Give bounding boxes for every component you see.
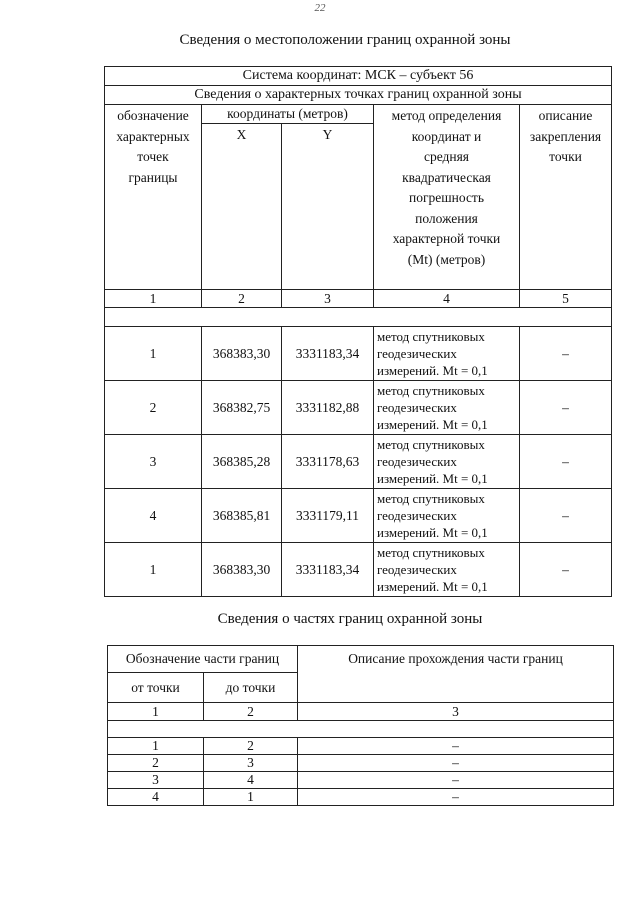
header-description: описание закрепления точки <box>520 105 612 290</box>
header-point-designation: обозначение характерных точек границы <box>105 105 202 290</box>
table-row <box>105 327 612 381</box>
desc-cell: – <box>298 755 614 772</box>
table-row <box>108 772 614 789</box>
desc-cell: – <box>520 381 612 435</box>
table-row <box>108 755 614 772</box>
header-to-point: до точки <box>204 673 298 703</box>
x-cell: 368383,30 <box>202 543 282 597</box>
from-cell: 3 <box>108 772 204 789</box>
table-row <box>105 435 612 489</box>
column-number: 1 <box>108 703 204 721</box>
point-cell: 1 <box>105 327 202 381</box>
desc-cell: – <box>520 327 612 381</box>
coord-system-cell: Система координат: МСК – субъект 56 <box>105 67 612 86</box>
table-row <box>108 738 614 755</box>
desc-cell: – <box>520 543 612 597</box>
table-subtitle-cell: Сведения о характерных точках границ охранной зоны <box>105 86 612 105</box>
point-cell: 2 <box>105 381 202 435</box>
from-cell: 2 <box>108 755 204 772</box>
to-cell: 2 <box>204 738 298 755</box>
header-from-point: от точки <box>108 673 204 703</box>
method-cell: метод спутниковых геодезических измерений. Mt = 0,1 <box>374 435 520 489</box>
method-cell: метод спутниковых геодезических измерений. Mt = 0,1 <box>374 543 520 597</box>
header-y: Y <box>282 124 374 290</box>
empty-row <box>108 721 614 738</box>
column-number: 3 <box>282 290 374 308</box>
y-cell: 3331182,88 <box>282 381 374 435</box>
header-part-designation: Обозначение части границ <box>108 646 298 673</box>
method-cell: метод спутниковых геодезических измерений. Mt = 0,1 <box>374 381 520 435</box>
desc-cell: – <box>298 738 614 755</box>
point-cell: 3 <box>105 435 202 489</box>
x-cell: 368385,28 <box>202 435 282 489</box>
column-number: 5 <box>520 290 612 308</box>
method-cell: метод спутниковых геодезических измерений. Mt = 0,1 <box>374 489 520 543</box>
y-cell: 3331183,34 <box>282 543 374 597</box>
column-number: 3 <box>298 703 614 721</box>
section-title-boundary-parts: Сведения о частях границ охранной зоны <box>217 611 483 627</box>
point-cell: 1 <box>105 543 202 597</box>
column-number: 4 <box>374 290 520 308</box>
table-row <box>105 489 612 543</box>
x-cell: 368385,81 <box>202 489 282 543</box>
page-number: 22 <box>314 2 326 14</box>
header-method: метод определения координат и средняя квадратическая погрешность положения характерной точки (Mt) (метров) <box>374 105 520 290</box>
column-number: 2 <box>204 703 298 721</box>
header-x: X <box>202 124 282 290</box>
boundary-parts-table <box>107 645 614 806</box>
x-cell: 368382,75 <box>202 381 282 435</box>
desc-cell: – <box>298 789 614 806</box>
to-cell: 4 <box>204 772 298 789</box>
table-row <box>105 381 612 435</box>
y-cell: 3331179,11 <box>282 489 374 543</box>
method-cell: метод спутниковых геодезических измерений. Mt = 0,1 <box>374 327 520 381</box>
header-coordinates: координаты (метров) <box>202 105 374 124</box>
to-cell: 3 <box>204 755 298 772</box>
desc-cell: – <box>520 489 612 543</box>
point-cell: 4 <box>105 489 202 543</box>
section-title-coordinates: Сведения о местоположении границ охранной зоны <box>179 32 511 48</box>
y-cell: 3331183,34 <box>282 327 374 381</box>
from-cell: 1 <box>108 738 204 755</box>
desc-cell: – <box>298 772 614 789</box>
column-number: 1 <box>105 290 202 308</box>
x-cell: 368383,30 <box>202 327 282 381</box>
table-row <box>108 789 614 806</box>
to-cell: 1 <box>204 789 298 806</box>
column-number: 2 <box>202 290 282 308</box>
characteristic-points-table <box>104 66 612 597</box>
empty-row <box>105 308 612 327</box>
y-cell: 3331178,63 <box>282 435 374 489</box>
from-cell: 4 <box>108 789 204 806</box>
table-row <box>105 543 612 597</box>
header-part-description: Описание прохождения части границ <box>298 646 614 703</box>
desc-cell: – <box>520 435 612 489</box>
